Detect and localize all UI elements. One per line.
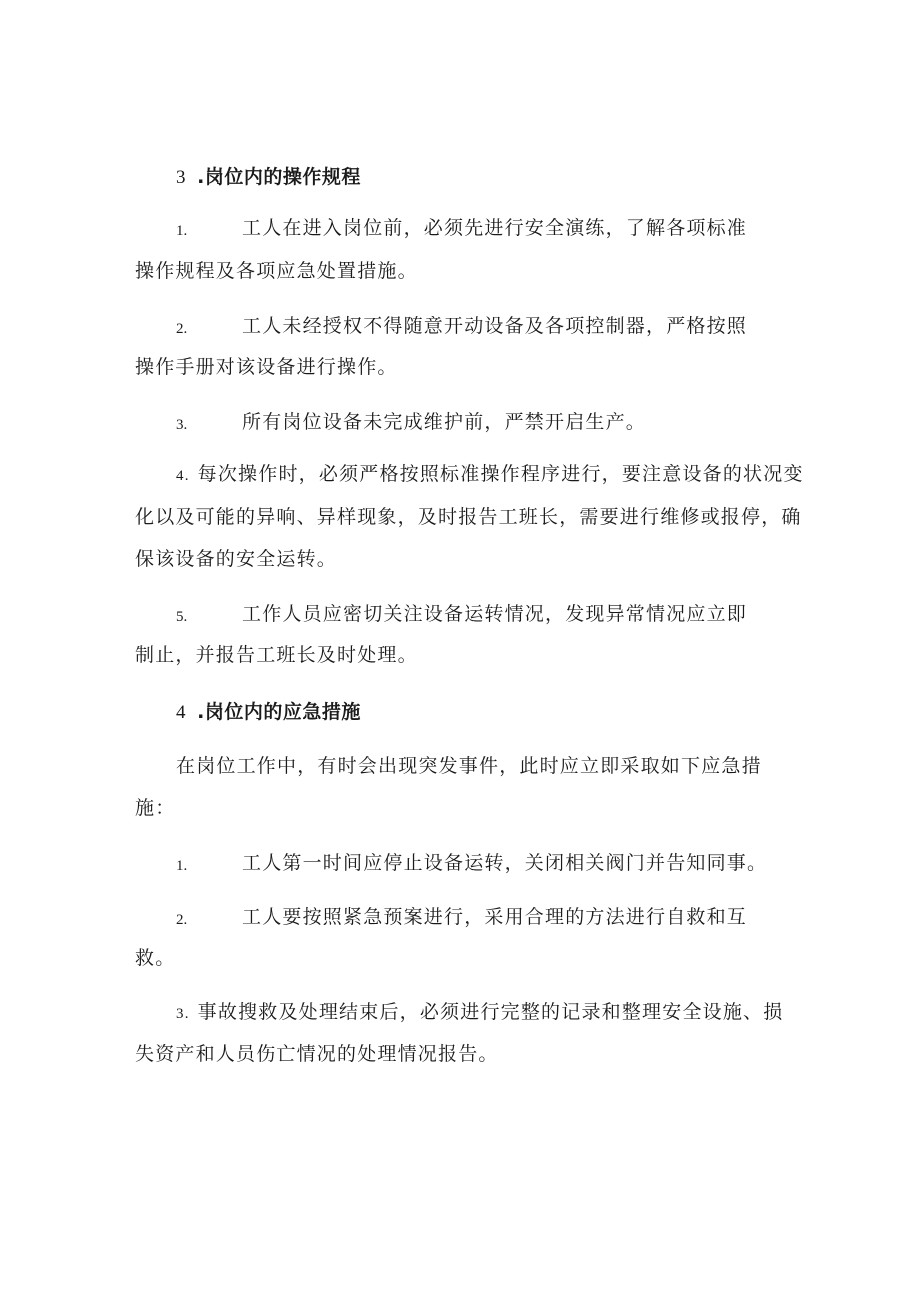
ops-item-4-line-3: 保该设备的安全运转。 [135,548,338,570]
emergency-item-3-text-1: 事故搜救及处理结束后，必须进行完整的记录和整理安全设施、损 [197,1001,784,1023]
ops-item-3-number: 3. [176,417,188,433]
emergency-item-1-number: 1. [176,858,188,874]
ops-item-4-number: 4. [176,468,190,484]
section-4-intro-line-1: 在岗位工作中，有时会出现突发事件，此时应立即采取如下应急措 [176,755,762,777]
ops-item-5-line-2: 制止，并报告工班长及时处理。 [135,644,418,666]
section-3-heading [176,165,361,190]
emergency-item-3-line-2: 失资产和人员伤亡情况的处理情况报告。 [135,1043,499,1065]
emergency-item-3-line-1 [176,1000,783,1026]
ops-item-1-line-1: 工人在进入岗位前，必须先进行安全演练，了解各项标准 [242,217,748,239]
ops-item-4-line-2: 化以及可能的异响、异样现象，及时报告工班长，需要进行维修或报停，确 [135,506,802,528]
section-3-number: 3 [176,167,186,188]
emergency-item-2-number: 2. [176,912,188,928]
emergency-item-3-number: 3. [176,1006,190,1022]
section-4-number: 4 [176,702,186,723]
ops-item-1-line-2: 操作规程及各项应急处置措施。 [135,260,418,282]
section-4-title: .岗位内的应急措施 [197,701,361,723]
ops-item-3-line-1: 所有岗位设备未完成维护前，严禁开启生产。 [242,411,647,433]
section-3-title: .岗位内的操作规程 [197,166,361,188]
ops-item-4-line-1 [176,462,804,488]
emergency-item-2-line-1: 工人要按照紧急预案进行，采用合理的方法进行自救和互 [242,906,748,928]
emergency-item-2-line-2: 救。 [135,947,176,969]
ops-item-2-line-1: 工人未经授权不得随意开动设备及各项控制器，严格按照 [242,315,748,337]
section-4-heading [176,700,361,725]
ops-item-4-text-1: 每次操作时，必须严格按照标准操作程序进行，要注意设备的状况变 [197,463,804,485]
ops-item-2-line-2: 操作手册对该设备进行操作。 [135,356,398,378]
ops-item-1-number: 1. [176,223,188,239]
ops-item-2-number: 2. [176,321,188,337]
ops-item-5-line-1: 工作人员应密切关注设备运转情况，发现异常情况应立即 [242,603,748,625]
emergency-item-1-line-1: 工人第一时间应停止设备运转，关闭相关阀门并告知同事。 [242,852,768,874]
section-4-intro-line-2: 施： [135,797,176,819]
ops-item-5-number: 5. [176,609,188,625]
